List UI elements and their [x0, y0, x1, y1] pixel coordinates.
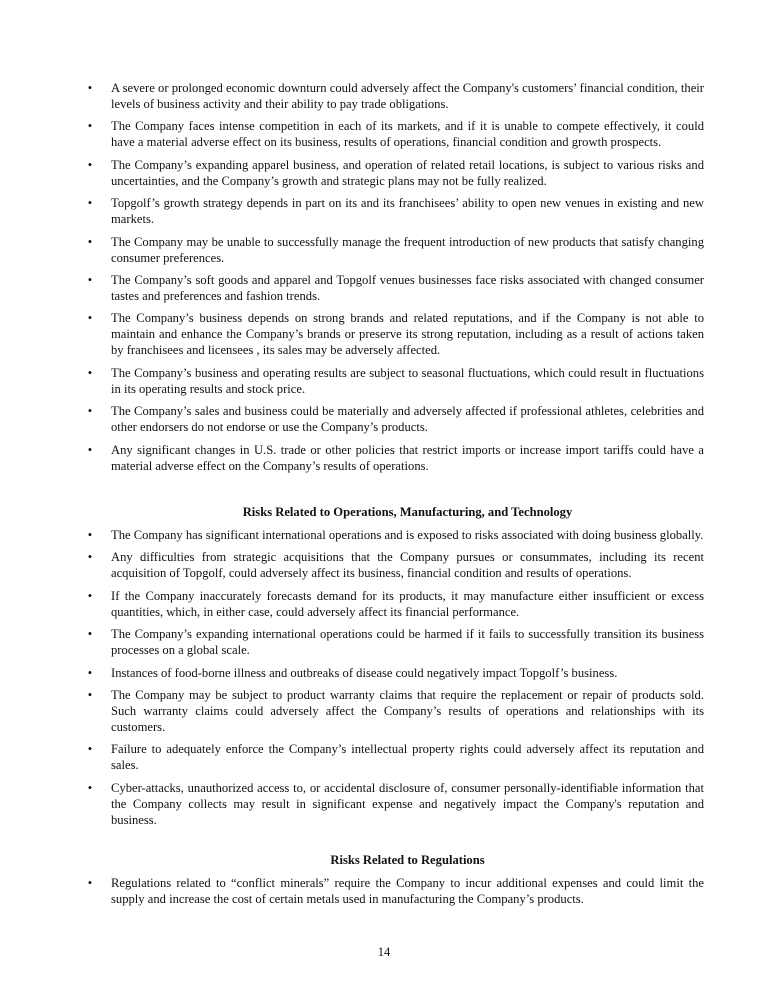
bullet-icon: • — [87, 665, 93, 680]
list-item — [84, 626, 704, 658]
section-heading: Risks Related to Regulations — [330, 853, 485, 867]
list-item — [84, 195, 704, 227]
bullet-icon: • — [87, 742, 93, 757]
list-item-text: A severe or prolonged economic downturn could adversely affect the Company's customers’ financial condition, their levels of business activity and their ability to pay trade obligations. — [111, 81, 704, 111]
list-item — [84, 588, 704, 620]
list-item-text: Any significant changes in U.S. trade or other policies that restrict imports or increase import tariffs could have a material adverse effect on the Company’s results of operations. — [111, 442, 704, 473]
bullet-icon: • — [87, 119, 93, 134]
list-item — [84, 875, 704, 907]
list-item — [84, 118, 704, 150]
list-item — [84, 527, 704, 543]
page-number: 14 — [377, 945, 391, 959]
bullet-icon: • — [87, 780, 93, 795]
list-item — [84, 403, 704, 435]
list-item — [84, 549, 704, 581]
list-item-text: Any difficulties from strategic acquisitions that the Company pursues or consummates, including its recent acquisition of Topgolf, could adversely affect its business, financial condition and results of operations. — [111, 550, 704, 581]
list-item-text: The Company may be subject to product warranty claims that require the replacement or repair of products sold. Such warranty claims could adversely affect the Company’s results of operations and relationships with its customers. — [111, 687, 704, 734]
list-item-text: Regulations related to “conflict minerals” require the Company to incur additional expenses and could limit the supply and increase the cost of certain metals used in manufacturing the Company’s products. — [111, 876, 704, 906]
list-item — [84, 741, 704, 773]
list-item — [84, 780, 704, 828]
bullet-icon: • — [87, 81, 93, 95]
bullet-icon: • — [87, 588, 93, 603]
bullet-icon: • — [87, 196, 93, 211]
list-item — [84, 665, 704, 681]
bullet-icon: • — [87, 365, 93, 380]
bullet-icon: • — [87, 404, 93, 419]
list-item-text: Failure to adequately enforce the Company’s intellectual property rights could adversely affect its reputation and sales. — [111, 742, 704, 773]
bullet-icon: • — [87, 627, 93, 642]
list-item-text: The Company has significant international operations and is exposed to risks associated with doing business globally. — [111, 528, 704, 542]
list-item-text: The Company’s expanding international operations could be harmed if it fails to successfully transition its business processes on a global scale. — [111, 627, 704, 658]
bullet-icon: • — [87, 311, 93, 326]
risk-section-operations — [84, 504, 704, 834]
risk-section-regulations — [84, 852, 704, 913]
list-item-text: The Company’s business depends on strong brands and related reputations, and if the Company is not able to maintain and enhance the Company’s brands or preserve its strong reputation, including as a result of actions taken by franchisees and licensees , its sales may be adversely affected. — [111, 311, 704, 358]
bullet-icon: • — [87, 528, 93, 542]
list-item-text: The Company faces intense competition in each of its markets, and if it is unable to compete effectively, it could have a material adverse effect on its business, results of operations, financial condition and growth prospects. — [111, 119, 704, 150]
list-item — [84, 234, 704, 266]
list-item-text: The Company’s soft goods and apparel and Topgolf venues businesses face risks associated with changed consumer tastes and preferences and fashion trends. — [111, 272, 704, 303]
list-item-text: The Company’s expanding apparel business, and operation of related retail locations, is subject to various risks and uncertainties, and the Company’s growth and strategic plans may not be fully realized. — [111, 157, 704, 188]
list-item — [84, 687, 704, 735]
list-item — [84, 365, 704, 397]
list-item — [84, 272, 704, 304]
list-item-text: The Company’s sales and business could be materially and adversely affected if professional athletes, celebrities and other endorsers do not endorse or use the Company’s products. — [111, 404, 704, 435]
bullet-icon: • — [87, 876, 93, 890]
list-item — [84, 442, 704, 474]
list-item — [84, 310, 704, 358]
bullet-icon: • — [87, 272, 93, 287]
bullet-icon: • — [87, 687, 93, 702]
section-heading: Risks Related to Operations, Manufacturing, and Technology — [242, 505, 573, 519]
risk-list-general — [84, 80, 704, 480]
bullet-icon: • — [87, 442, 93, 457]
list-item-text: Topgolf’s growth strategy depends in part on its and its franchisees’ ability to open new venues in existing and new markets. — [111, 196, 704, 227]
bullet-icon: • — [87, 234, 93, 249]
bullet-icon: • — [87, 157, 93, 172]
bullet-icon: • — [87, 550, 93, 565]
list-item-text: Instances of food-borne illness and outbreaks of disease could negatively impact Topgolf’s business. — [111, 665, 618, 680]
list-item-text: If the Company inaccurately forecasts demand for its products, it may manufacture either insufficient or excess quantities, which, in either case, could adversely affect its financial performance. — [111, 588, 704, 619]
list-item-text: Cyber-attacks, unauthorized access to, or accidental disclosure of, consumer personally-identifiable information that the Company collects may result in significant expense and negatively impact the Company's reputation and business. — [111, 780, 704, 827]
list-item-text: The Company may be unable to successfully manage the frequent introduction of new products that satisfy changing consumer preferences. — [111, 234, 704, 265]
list-item-text: The Company’s business and operating results are subject to seasonal fluctuations, which could result in fluctuations in its operating results and stock price. — [111, 365, 704, 396]
list-item — [84, 80, 704, 112]
list-item — [84, 157, 704, 189]
